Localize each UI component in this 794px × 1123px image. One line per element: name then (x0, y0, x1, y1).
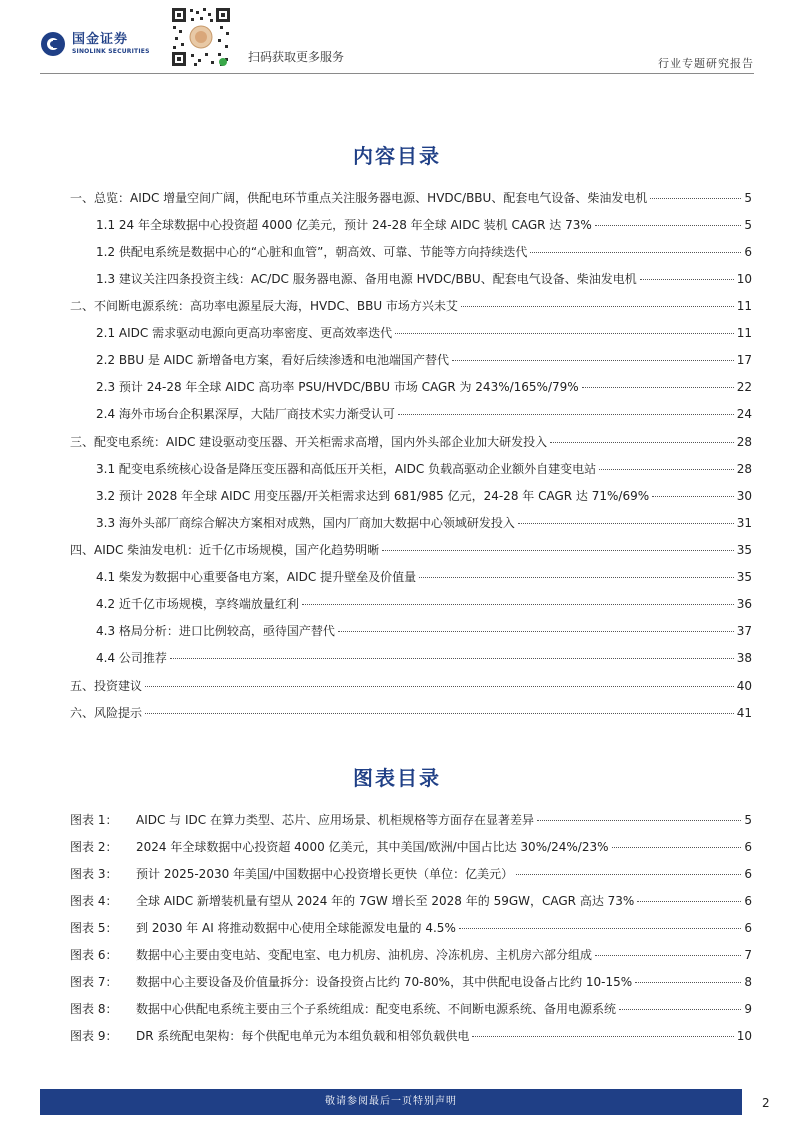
figure-entry[interactable] (70, 892, 752, 909)
toc-entry-chapter[interactable] (70, 433, 752, 450)
figure-label: 图表 5： (70, 921, 118, 935)
dot-leader (635, 982, 741, 983)
toc-entry-section[interactable] (96, 649, 752, 666)
dot-leader (419, 577, 734, 578)
dot-leader (637, 901, 741, 902)
figure-page-number: 6 (744, 840, 752, 854)
figure-entry-text: DR 系统配电架构：每个供配电单元为本组负载和相邻负载供电 (136, 1029, 470, 1043)
dot-leader (537, 820, 741, 821)
figure-entry[interactable] (70, 1027, 752, 1044)
header-divider (40, 73, 754, 74)
dot-leader (338, 631, 734, 632)
figure-label: 图表 3： (70, 867, 118, 881)
figure-page-number: 6 (744, 921, 752, 935)
dot-leader (619, 1009, 741, 1010)
toc-entry-text: 4.2 近千亿市场规模，享终端放量红利 (96, 597, 299, 611)
figure-label: 图表 7： (70, 975, 118, 989)
scan-for-services-text: 扫码获取更多服务 (248, 50, 345, 64)
dot-leader (612, 847, 742, 848)
toc-entry-text: 2.1 AIDC 需求驱动电源向更高功率密度、更高效率迭代 (96, 326, 393, 340)
toc-entry-text: 1.1 24 年全球数据中心投资超 4000 亿美元，预计 24-28 年全球 AIDC 装机 CAGR 达 73% (96, 218, 592, 232)
footer-disclaimer[interactable]: 敬请参阅最后一页特别声明 (325, 1096, 457, 1107)
dot-leader (382, 550, 734, 551)
toc-entry-text: 4.1 柴发为数据中心重要备电方案，AIDC 提升壁垒及价值量 (96, 570, 417, 584)
report-type-label: 行业专题研究报告 (658, 57, 754, 70)
toc-entry-section[interactable] (96, 216, 752, 233)
qr-code-icon[interactable] (170, 6, 232, 68)
toc-entry-section[interactable] (96, 622, 752, 639)
toc-entry-section[interactable] (96, 378, 752, 395)
toc-page-number: 28 (736, 462, 752, 476)
figure-label: 图表 1： (70, 813, 118, 827)
toc-page-number: 5 (744, 218, 752, 232)
toc-page-number: 22 (736, 380, 752, 394)
toc-page-number: 41 (736, 706, 752, 720)
dot-leader (640, 279, 734, 280)
dot-leader (582, 387, 734, 388)
figure-page-number: 10 (736, 1029, 752, 1043)
company-logo (40, 28, 160, 60)
toc-entry-section[interactable] (96, 324, 752, 341)
figure-label: 图表 6： (70, 948, 118, 962)
toc-page-number: 35 (736, 543, 752, 557)
toc-entry-text: 四、AIDC 柴油发电机：近千亿市场规模，国产化趋势明晰 (70, 543, 380, 557)
figure-entry[interactable] (70, 811, 752, 828)
figure-entry[interactable] (70, 865, 752, 882)
toc-page-number: 5 (744, 191, 752, 205)
figure-label: 图表 9： (70, 1029, 118, 1043)
toc-entry-text: 1.2 供配电系统是数据中心的“心脏和血管”，朝高效、可靠、节能等方向持续迭代 (96, 245, 528, 259)
toc-entry-text: 六、风险提示 (70, 706, 143, 720)
figure-entry-text: 数据中心主要由变电站、变配电室、电力机房、油机房、冷冻机房、主机房六部分组成 (136, 948, 593, 962)
toc-entry-chapter[interactable] (70, 677, 752, 694)
toc-entry-section[interactable] (96, 487, 752, 504)
page-number: 2 (762, 1096, 770, 1110)
figure-page-number: 6 (744, 867, 752, 881)
dot-leader (145, 686, 734, 687)
toc-entry-text: 二、不间断电源系统：高功率电源星辰大海，HVDC、BBU 市场方兴未艾 (70, 299, 458, 313)
toc-entry-text: 1.3 建议关注四条投资主线：AC/DC 服务器电源、备用电源 HVDC/BBU、配套电气设备、柴油发电机 (96, 272, 637, 286)
toc-page-number: 28 (736, 435, 752, 449)
toc-page-number: 36 (736, 597, 752, 611)
dot-leader (302, 604, 734, 605)
dot-leader (550, 442, 734, 443)
toc-page-number: 10 (736, 272, 752, 286)
toc-title: 内容目录 (353, 144, 441, 168)
toc-page-number: 40 (736, 679, 752, 693)
toc-page-number: 30 (736, 489, 752, 503)
figure-entry[interactable] (70, 946, 752, 963)
toc-entry-text: 2.2 BBU 是 AIDC 新增备电方案，看好后续渗透和电池端国产替代 (96, 353, 449, 367)
toc-entry-text: 3.3 海外头部厂商综合解决方案相对成熟，国内厂商加大数据中心领域研发投入 (96, 516, 515, 530)
figure-entry[interactable] (70, 838, 752, 855)
toc-entry-text: 五、投资建议 (70, 679, 143, 693)
figure-label: 图表 2： (70, 840, 118, 854)
toc-page-number: 38 (736, 651, 752, 665)
toc-entry-section[interactable] (96, 351, 752, 368)
figure-label: 图表 8： (70, 1002, 118, 1016)
dot-leader (599, 469, 734, 470)
toc-entry-section[interactable] (96, 514, 752, 531)
dot-leader (398, 414, 734, 415)
toc-entry-text: 三、配变电系统：AIDC 建设驱动变压器、开关柜需求高增，国内外头部企业加大研发投入 (70, 435, 548, 449)
toc-entry-section[interactable] (96, 460, 752, 477)
toc-entry-text: 2.3 预计 24-28 年全球 AIDC 高功率 PSU/HVDC/BBU 市场 CAGR 为 243%/165%/79% (96, 380, 579, 394)
figure-entry-text: 数据中心主要设备及价值量拆分：设备投资占比约 70-80%，其中供配电设备占比约 10-15% (136, 975, 633, 989)
dot-leader (652, 496, 734, 497)
toc-entry-section[interactable] (96, 243, 752, 260)
dot-leader (170, 658, 734, 659)
dot-leader (595, 225, 742, 226)
toc-entry-section[interactable] (96, 270, 752, 287)
toc-entry-text: 4.4 公司推荐 (96, 651, 167, 665)
toc-entry-text: 3.2 预计 2028 年全球 AIDC 用变压器/开关柜需求达到 681/985 亿元，24-28 年 CAGR 达 71%/69% (96, 489, 650, 503)
figure-page-number: 8 (744, 975, 752, 989)
figure-entry-text: 2024 年全球数据中心投资超 4000 亿美元，其中美国/欧洲/中国占比达 30%/24%/23% (136, 840, 609, 854)
figure-entry-text: 到 2030 年 AI 将推动数据中心使用全球能源发电量的 4.5% (136, 921, 456, 935)
toc-entry-chapter[interactable] (70, 541, 752, 558)
dot-leader (518, 523, 734, 524)
figure-entry-text: 全球 AIDC 新增装机量有望从 2024 年的 7GW 增长至 2028 年的 59GW，CAGR 高达 73% (136, 894, 635, 908)
dot-leader (459, 928, 742, 929)
figures-title: 图表目录 (353, 766, 441, 790)
toc-page-number: 11 (736, 299, 752, 313)
dot-leader (516, 874, 741, 875)
toc-page-number: 11 (736, 326, 752, 340)
figure-page-number: 6 (744, 894, 752, 908)
toc-entry-chapter[interactable] (70, 704, 752, 721)
toc-entry-text: 4.3 格局分析：进口比例较高，亟待国产替代 (96, 624, 335, 638)
logo-english-name: SINOLINK SECURITIES (72, 48, 150, 55)
figure-entry-text: 数据中心供配电系统主要由三个子系统组成：配变电系统、不间断电源系统、备用电源系统 (136, 1002, 617, 1016)
toc-entry-section[interactable] (96, 595, 752, 612)
dot-leader (472, 1036, 733, 1037)
figure-entry[interactable] (70, 973, 752, 990)
page-header (0, 0, 794, 78)
dot-leader (145, 713, 734, 714)
dot-leader (395, 333, 734, 334)
toc-entry-text: 2.4 海外市场台企积累深厚，大陆厂商技术实力渐受认可 (96, 407, 395, 421)
dot-leader (530, 252, 741, 253)
figure-entry[interactable] (70, 919, 752, 936)
toc-page-number: 17 (736, 353, 752, 367)
toc-entry-section[interactable] (96, 405, 752, 422)
dot-leader (452, 360, 734, 361)
dot-leader (461, 306, 734, 307)
figure-page-number: 5 (744, 813, 752, 827)
figure-page-number: 7 (744, 948, 752, 962)
toc-entry-chapter[interactable] (70, 189, 752, 206)
toc-page-number: 35 (736, 570, 752, 584)
figure-label: 图表 4： (70, 894, 118, 908)
dot-leader (650, 198, 741, 199)
toc-page-number: 31 (736, 516, 752, 530)
figure-entry[interactable] (70, 1000, 752, 1017)
sinolink-logo-icon (40, 31, 66, 57)
figure-page-number: 9 (744, 1002, 752, 1016)
toc-entry-text: 3.1 配变电系统核心设备是降压变压器和高低压开关柜，AIDC 负载高驱动企业额外自建变电站 (96, 462, 597, 476)
toc-entry-chapter[interactable] (70, 297, 752, 314)
toc-entry-text: 一、总览：AIDC 增量空间广阔，供配电环节重点关注服务器电源、HVDC/BBU、配套电气设备、柴油发电机 (70, 191, 648, 205)
toc-entry-section[interactable] (96, 568, 752, 585)
figure-entry-text: AIDC 与 IDC 在算力类型、芯片、应用场景、机柜规格等方面存在显著差异 (136, 813, 534, 827)
dot-leader (595, 955, 741, 956)
toc-page-number: 37 (736, 624, 752, 638)
logo-chinese-name: 国金证券 (72, 32, 129, 47)
toc-page-number: 24 (736, 407, 752, 421)
figure-entry-text: 预计 2025-2030 年美国/中国数据中心投资增长更快（单位：亿美元） (136, 867, 514, 881)
toc-page-number: 6 (744, 245, 752, 259)
